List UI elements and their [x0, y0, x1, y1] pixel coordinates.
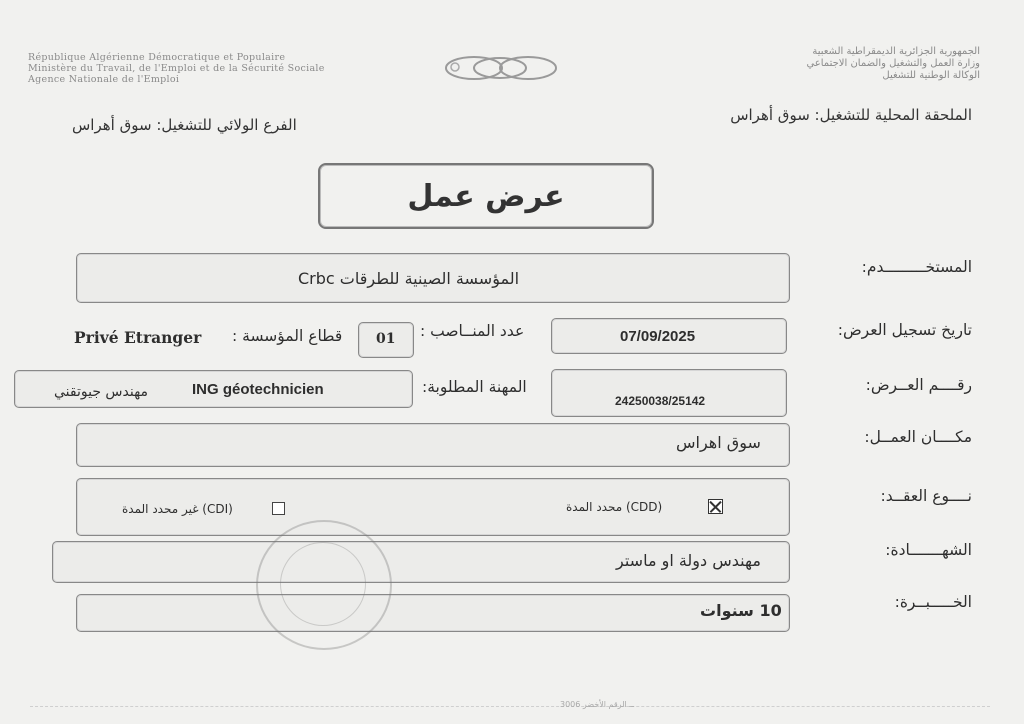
- profession-value-ar: مهندس جيوتقني: [54, 384, 149, 400]
- profession-value-fr: ING géotechnicien: [192, 381, 324, 398]
- header-french-line: Agence Nationale de l'Emploi: [28, 74, 180, 85]
- sector-value: Privé Etranger: [74, 328, 202, 347]
- cdd-option-label: (CDD) محدد المدة: [566, 500, 663, 514]
- experience-value: 10 سنوات: [700, 601, 782, 620]
- footer-divider: [30, 706, 990, 707]
- anem-logo-icon: [440, 48, 560, 96]
- header-french-line: République Algérienne Démocratique et Populaire: [28, 52, 286, 63]
- experience-label: الخـــــبــرة:: [894, 593, 972, 611]
- positions-value: 01: [376, 331, 396, 347]
- wilaya-branch: الفرع الولائي للتشغيل: سوق أهراس: [72, 116, 297, 134]
- contract-label: نــــوع العقــد:: [880, 487, 972, 505]
- cdi-option-label: (CDI) غير محدد المدة: [122, 502, 233, 516]
- diploma-label: الشهـــــــادة:: [885, 541, 972, 559]
- header-arabic-line: وزارة العمل والتشغيل والضمان الاجتماعي: [806, 58, 980, 69]
- profession-label: المهنة المطلوبة:: [422, 378, 527, 396]
- header-french: [28, 52, 408, 85]
- cdi-checkbox-icon[interactable]: [272, 502, 285, 515]
- diploma-value: مهندس دولة او ماستر: [616, 551, 761, 570]
- header-french-line: Ministère du Travail, de l'Emploi et de la Sécurité Sociale: [28, 63, 325, 74]
- document-title: عرض عمل: [318, 163, 654, 229]
- offer-number-label: رقــــم العــرض:: [865, 376, 972, 394]
- experience-field: [76, 594, 790, 632]
- employer-label: المستخـــــــــدم:: [861, 258, 972, 276]
- reg-date-label: تاريخ تسجيل العرض:: [837, 321, 972, 339]
- workplace-label: مكــــان العمــل:: [864, 428, 972, 446]
- official-stamp-inner-icon: [280, 542, 366, 626]
- sector-label: قطاع المؤسسة :: [232, 327, 343, 345]
- workplace-value: سوق اهراس: [676, 433, 761, 452]
- local-annex: الملحقة المحلية للتشغيل: سوق أهراس: [730, 106, 972, 124]
- offer-number-value: 24250038/25142: [615, 394, 706, 408]
- footer-text: ــ الرقم الأخضر 3006: [560, 700, 634, 709]
- offer-number-field: [551, 369, 787, 417]
- cdd-checkbox-checked-icon[interactable]: [708, 499, 723, 514]
- header-arabic: [600, 46, 980, 82]
- employer-value: المؤسسة الصينية للطرقات Crbc: [298, 269, 520, 288]
- reg-date-value: 07/09/2025: [620, 328, 696, 345]
- positions-label: عدد المنــاصب :: [420, 322, 525, 340]
- header-arabic-line: الجمهورية الجزائرية الديمقراطية الشعبية: [812, 46, 980, 57]
- header-arabic-line: الوكالة الوطنية للتشغيل: [882, 70, 980, 81]
